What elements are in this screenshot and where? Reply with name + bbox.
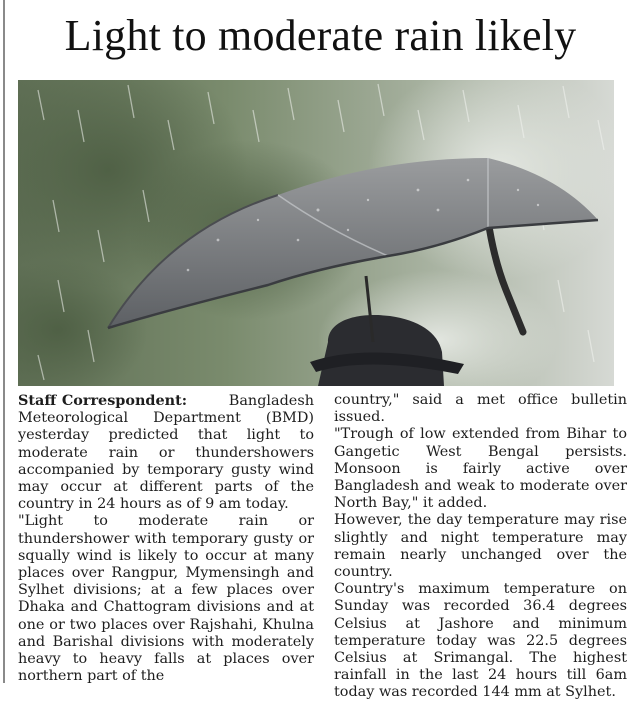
article-column-right [334,392,627,702]
photo-illustration [18,80,614,386]
byline: Staff Correspondent: [18,392,188,409]
article-column-left [18,392,314,685]
headline: Light to moderate rain likely [64,11,577,60]
article-paragraph: country," said a met office bulletin issued. [334,392,627,426]
article-paragraph: "Trough of low extended from Bihar to Gangetic West Bengal persists. Monsoon is fairly active over Bangladesh and weak to moderate over North Bay," it added. [334,426,627,512]
left-column-rule [3,0,5,683]
article-paragraph: "Light to moderate rain or thundershower with temporary gusty or squally wind is likely to occur at many places over Rangpur, Mymensingh and Sylhet divisions; at a few places over Dhaka and Chattogram divisions and at one or two places over Rajshahi, Khulna and Barishal divisions with moderately heavy to heavy falls at places over northern part of the [18,513,314,685]
article-paragraph: However, the day temperature may rise slightly and night temperature may remain nearly unchanged over the country. [334,512,627,581]
article-paragraph [18,392,314,513]
article-text: Bangladesh Meteorological Department (BMD) yesterday predicted that light to moderate rain or thundershowers accompanied by temporary gusty wind may occur at different parts of the country in 24 hours as of 9 am today. [18,393,314,513]
umbrella-in-rain-photo [18,80,614,386]
article-paragraph: Country's maximum temperature on Sunday was recorded 36.4 degrees Celsius at Jashore and minimum temperature today was 22.5 degrees Celsius at Srimangal. The highest rainfall in the last 24 hours till 6am today was recorded 144 mm at Sylhet. [334,581,627,701]
